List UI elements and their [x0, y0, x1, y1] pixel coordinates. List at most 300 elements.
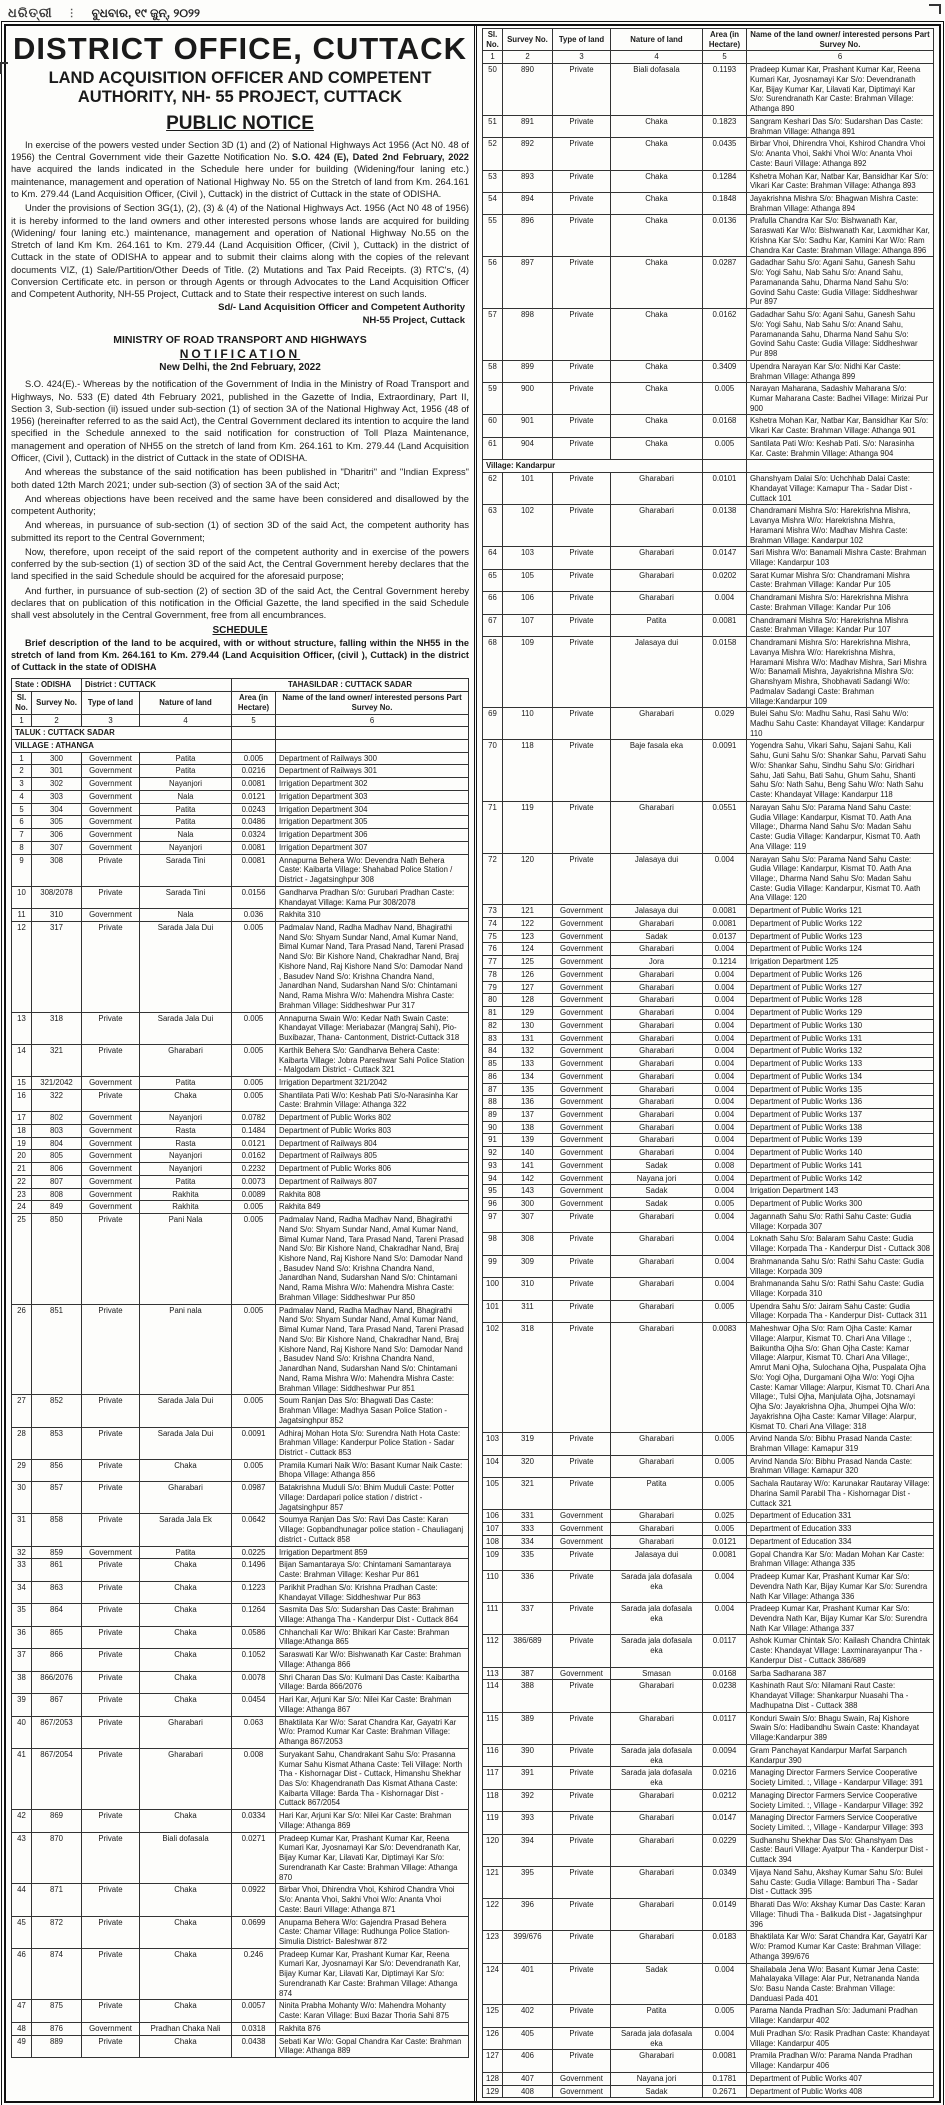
table-row — [482, 1070, 933, 1083]
cell-type-of-land: Private — [552, 1433, 610, 1455]
cell-area: 0.0121 — [702, 1535, 746, 1548]
cell-area: 0.005 — [702, 1455, 746, 1477]
cell-area: 0.0243 — [232, 803, 276, 816]
cell-area: 0.004 — [702, 1147, 746, 1160]
cell-survey-no: 106 — [502, 592, 552, 614]
cell-sl-no: 127 — [482, 2050, 502, 2072]
notification-paragraph-1: S.O. 424(E).- Whereas by the notification of the Government of India in the Ministry of Road Transport and Highways, No. 533 (E) dated 4th February 2021, published in the Gazette of India, Extraordinary, Part II, Section 3, Sub-section (ii) issued under sub-section (1) of section 3A of the National Highway Act, 1956 (48 of 1956) (hereinafter referred to as the said Act), the Central Government declared its intention to acquire the land specified in the Schedule annexed to the said notification for construction of Toll Plaza Maintenance, management and operation of NH55 on the stretch of land from Km. 264.161 to Km. 279.44 (Land Acquisition Officer, (Civil ), Cuttack) in the district of Cuttack in the state of ODISHA. — [11, 379, 469, 463]
cell-area: 0.005 — [232, 752, 276, 765]
cell-sl-no: 6 — [12, 816, 32, 829]
cell-type-of-land: Private — [552, 1323, 610, 1433]
header-nature-of-land: Nature of land — [610, 29, 702, 51]
cell-owner-name: Pradeep Kumar Kar, Prashant Kumar Kar, Reena Kumari Kar, Jyosnamayi Kar S/o: Devendranath Kar, Bijay Kumar Kar, Lilavati Kar, Diptimayi Kar S/o: Surendranath Kar Caste: Brahman Village: Athanga 870 — [276, 1832, 469, 1884]
cell-nature-of-land: Sadak — [610, 1159, 702, 1172]
cell-owner-name: Managing Director Farmers Service Cooperative Society Limited. :, Village - Kandarpur Village: 391 — [746, 1767, 933, 1789]
cell-sl-no: 119 — [482, 1812, 502, 1834]
cell-sl-no: 73 — [482, 905, 502, 918]
cell-sl-no: 53 — [482, 170, 502, 192]
table-row — [482, 1147, 933, 1160]
cell-sl-no: 34 — [12, 1581, 32, 1603]
cell-area: 0.0137 — [702, 930, 746, 943]
cell-nature-of-land: Gharabari — [610, 1121, 702, 1134]
cell-sl-no: 74 — [482, 917, 502, 930]
cell-area: 0.0121 — [232, 790, 276, 803]
cell-owner-name: Jayakrishna Mishra S/o: Bhagwan Mishra Caste: Brahman Village: Athanga 894 — [746, 193, 933, 215]
cell-nature-of-land: Nayana jori — [610, 1172, 702, 1185]
cell-sl-no: 14 — [12, 1044, 32, 1076]
cell-survey-no: 308 — [502, 1233, 552, 1255]
col-num-4: 4 — [610, 51, 702, 64]
cell-type-of-land: Private — [82, 1459, 140, 1481]
cell-nature-of-land: Gharabari — [610, 1210, 702, 1232]
table-row — [12, 854, 469, 886]
cell-nature-of-land: Chaka — [140, 1581, 232, 1603]
cell-type-of-land: Government — [82, 909, 140, 922]
cell-nature-of-land: Patita — [140, 1077, 232, 1090]
cell-type-of-land: Private — [552, 2005, 610, 2027]
cell-nature-of-land: Sarada jala dofasala eka — [610, 2027, 702, 2049]
cell-nature-of-land: Gharabari — [610, 1032, 702, 1045]
cell-nature-of-land: Sarada jala dofasala eka — [610, 1767, 702, 1789]
cell-area: 0.1284 — [702, 170, 746, 192]
cell-owner-name: Sasmita Das S/o: Sudarshan Das Caste: Brahman Village: Athanga Tha - Kanderpur Dist - Cuttack 864 — [276, 1604, 469, 1626]
cell-type-of-land: Private — [552, 801, 610, 853]
cell-owner-name: Yogendra Sahu, Vikari Sahu, Sajani Sahu, Kali Sahu, Guni Sahu S/o: Shankar Sahu, Parvati Sahu W/o: Shankar Sahu, Sindhu Sahu S/o: Giridhari Sahu, Jati Sahu, Bati Sahu, Ghum Sahu, Shanti Sahu S/o: Nath Sahu, Beng Sahu W/o: Nath Sahu Caste: Khandayat Village: Kandarpur 118 — [746, 740, 933, 801]
cell-nature-of-land: Chaka — [140, 2000, 232, 2022]
cell-nature-of-land: Gharabari — [140, 1716, 232, 1748]
cell-sl-no: 9 — [12, 854, 32, 886]
cell-sl-no: 47 — [12, 2000, 32, 2022]
cell-survey-no: 850 — [32, 1214, 82, 1305]
cell-type-of-land: Private — [82, 1716, 140, 1748]
cell-type-of-land: Government — [552, 1134, 610, 1147]
cell-sl-no: 28 — [12, 1427, 32, 1459]
table-row — [482, 1278, 933, 1300]
cell-type-of-land: Private — [552, 138, 610, 170]
cell-sl-no: 111 — [482, 1603, 502, 1635]
cell-type-of-land: Government — [552, 1058, 610, 1071]
cell-sl-no: 59 — [482, 383, 502, 415]
table-row — [482, 1134, 933, 1147]
cell-area: 0.0438 — [232, 2035, 276, 2057]
table-row — [482, 1159, 933, 1172]
cell-survey-no: 322 — [32, 1089, 82, 1111]
cell-survey-no: 898 — [502, 309, 552, 361]
table-row — [482, 1899, 933, 1931]
cell-survey-no: 303 — [32, 790, 82, 803]
notification-paragraph-6: And further, in pursuance of sub-section (2) of section 3D of the said Act, the Central Government hereby declares that on publication of this notification in the Official Gazette, the land specified in the said Schedule shall vest absolutely in the Central Government, free from all encumbrances. — [11, 585, 469, 621]
cell-nature-of-land: Gharabari — [610, 2050, 702, 2072]
cell-nature-of-land: Gharabari — [610, 1058, 702, 1071]
cell-sl-no: 75 — [482, 930, 502, 943]
cell-sl-no: 27 — [12, 1395, 32, 1427]
cell-survey-no: 865 — [32, 1626, 82, 1648]
cell-area: 0.0147 — [702, 547, 746, 569]
cell-nature-of-land: Sarada jala dofasala eka — [610, 1571, 702, 1603]
cell-type-of-land: Government — [552, 943, 610, 956]
cell-survey-no: 394 — [502, 1834, 552, 1866]
table-row — [482, 1767, 933, 1789]
cell-area: 0.004 — [702, 1083, 746, 1096]
cell-owner-name: Birbar Vhoi, Dhirendra Vhoi, Kshirod Chandra Vhoi S/o: Ananta Vhoi, Sakhi Vhoi W/o: Ananta Vhoi Caste: Bauri Village: Athanga 871 — [276, 1884, 469, 1916]
cell-sl-no: 99 — [482, 1255, 502, 1277]
cell-sl-no: 68 — [482, 637, 502, 708]
cell-area: 0.004 — [702, 1058, 746, 1071]
cell-sl-no: 109 — [482, 1548, 502, 1570]
cell-owner-name: Chandramani Mishra S/o: Harekrishna Mishra Caste: Brahman Village: Kandar Pur 107 — [746, 614, 933, 636]
cell-owner-name: Konduri Swain S/o: Bhagu Swain, Raj Kishore Swain S/o: Hadibandhu Swain Caste: Khandayat Village:Kandarpur 389 — [746, 1712, 933, 1744]
cell-survey-no: 121 — [502, 905, 552, 918]
table-header-row — [12, 692, 469, 714]
notification-paragraph-3: And whereas objections have been received and the same have been considered and disallowed by the competent Authority; — [11, 493, 469, 517]
cell-owner-name: Narayan Sahu S/o: Parama Nand Sahu Caste: Gudia Village: Kandarpur, Kismat T0. Aath Ana Village:, Dharma Nand Sahu S/o: Madan Sahu Caste: Gudia Village: Kandarpur, Kismat T0. Aath Ana Village: 119 — [746, 801, 933, 853]
cell-survey-no: 408 — [502, 2085, 552, 2098]
cell-nature-of-land: Baje fasala eka — [610, 740, 702, 801]
cell-owner-name: Gram Panchayat Kandarpur Marfat Sarpanch Kandarpur 390 — [746, 1744, 933, 1766]
cell-type-of-land: Private — [82, 1832, 140, 1884]
cell-survey-no: 857 — [32, 1482, 82, 1514]
header-type-of-land: Type of land — [552, 29, 610, 51]
cell-survey-no: 141 — [502, 1159, 552, 1172]
cell-type-of-land: Private — [552, 415, 610, 437]
cell-sl-no: 123 — [482, 1931, 502, 1963]
cell-survey-no: 864 — [32, 1604, 82, 1626]
cell-owner-name: Gopal Chandra Kar S/o: Madan Mohan Kar Caste: Brahman Village: Athanga 335 — [746, 1548, 933, 1570]
cell-nature-of-land: Gharabari — [610, 1070, 702, 1083]
header-nature-of-land: Nature of land — [140, 692, 232, 714]
cell-area: 0.0081 — [702, 2050, 746, 2072]
cell-owner-name: Shailabala Jena W/o: Basant Kumar Jena Caste: Mahalayaka Village: Alar Pur, Netrananda Nanda S/o: Basu Nanda Caste: Brahman Village: Danduasi Pada 401 — [746, 1963, 933, 2005]
cell-survey-no: 302 — [32, 778, 82, 791]
cell-nature-of-land: Patita — [140, 1546, 232, 1559]
cell-owner-name: Ashok Kumar Chintak S/o: Kailash Chandra Chintak Caste: Khandayat Village: Laxminarayanpur Tha - Kanderpur Dist - Cuttack 386/689 — [746, 1635, 933, 1667]
cell-survey-no: 856 — [32, 1459, 82, 1481]
cell-nature-of-land: Nayanjori — [140, 778, 232, 791]
table-row — [482, 505, 933, 547]
cell-survey-no: 321/2042 — [32, 1077, 82, 1090]
cell-sl-no: 26 — [12, 1304, 32, 1395]
cell-owner-name: Department of Public Works 802 — [276, 1112, 469, 1125]
cell-type-of-land: Government — [552, 1523, 610, 1536]
cell-survey-no: 134 — [502, 1070, 552, 1083]
cell-area: 0.0324 — [232, 829, 276, 842]
cell-owner-name: Sebati Kar W/o: Gopal Chandra Kar Caste: Brahman Village: Athanga 889 — [276, 2035, 469, 2057]
cell-survey-no: 125 — [502, 956, 552, 969]
cell-owner-name: Pradeep Kumar Kar, Prashant Kumar Kar S/o: Devendra Nath Kar, Bijay Kumar Kar S/o: Surendra Nath Kar Village: Athanga 337 — [746, 1603, 933, 1635]
cell-area: 0.0987 — [232, 1482, 276, 1514]
cell-owner-name: Irrigation Department 307 — [276, 841, 469, 854]
cell-survey-no: 389 — [502, 1712, 552, 1744]
village-group-row — [12, 739, 469, 752]
cell-owner-name: Muli Pradhan S/o: Rasik Pradhan Caste: Khandayat Village: Kandarpur 405 — [746, 2027, 933, 2049]
ministry-heading: MINISTRY OF ROAD TRANSPORT AND HIGHWAYS — [113, 334, 367, 347]
cell-owner-name: Rakhita 876 — [276, 2022, 469, 2035]
cell-owner-name: Department of Public Works 142 — [746, 1172, 933, 1185]
masthead-separator: ⋮ — [66, 7, 78, 19]
cell-nature-of-land: Gharabari — [140, 1482, 232, 1514]
table-row — [12, 765, 469, 778]
cell-owner-name: Pramila Kumari Naik W/o: Basant Kumar Naik Caste: Bhopa Village: Athanga 856 — [276, 1459, 469, 1481]
cell-owner-name: Rakhita 808 — [276, 1188, 469, 1201]
cell-type-of-land: Government — [82, 803, 140, 816]
cell-owner-name: Maheshwar Ojha S/o: Ram Ojha Caste: Kamar Village: Alarpur, Kismat T0. Chari Ana Village :, Baikuntha Ojha S/o: Ghan Ojha Caste: Kamar Village: Alarpur, Kismat T0. Chari Ana Village:, Amrut Mani Ojha, Sulochana Ojha, Puspalata Ojha S/o: Yogi Ojha, Durgamani Ojha W/o: Yogi Ojha Caste: Kamar Village: Alarpur, Kismat T0. Chari Ana Village:, Tulsi Ojha, Manjulata Ojha, Jotsnamayi Ojha S/o: Jayakrishna Ojha, Jhumpei Ojha W/o: Jayakrishna Ojha Caste: Kamar Village: Alarpur, Kismat T0. Chari Ana Village: 318 — [746, 1323, 933, 1433]
table-row — [482, 1834, 933, 1866]
table-row — [12, 1089, 469, 1111]
cell-sl-no: 32 — [12, 1546, 32, 1559]
cell-type-of-land: Government — [82, 1201, 140, 1214]
cell-survey-no: 807 — [32, 1175, 82, 1188]
cell-nature-of-land: Gharabari — [610, 1147, 702, 1160]
cell-sl-no: 24 — [12, 1201, 32, 1214]
cell-nature-of-land: Gharabari — [610, 917, 702, 930]
cell-survey-no: 307 — [32, 841, 82, 854]
cell-area: 0.0101 — [702, 473, 746, 505]
cell-sl-no: 46 — [12, 1948, 32, 2000]
cell-owner-name: Department of Public Works 135 — [746, 1083, 933, 1096]
cell-area: 0.004 — [702, 1108, 746, 1121]
cell-owner-name: Kashinath Raut S/o: Nilamani Raut Caste: Khandayat Village: Shankarpur Nuasahi Tha - Madhupatna Dist - Cuttack 388 — [746, 1680, 933, 1712]
cell-owner-name: Bulei Sahu S/o: Madhu Sahu, Rasi Sahu W/o: Madhu Sahu Caste: Khandayat Village: Kandarpur 110 — [746, 708, 933, 740]
cell-type-of-land: Private — [82, 1694, 140, 1716]
cell-sl-no: 7 — [12, 829, 32, 842]
cell-survey-no: 334 — [502, 1535, 552, 1548]
cell-owner-name: Kshetra Mohan Kar, Natbar Kar, Bansidhar Kar S/o: Vikari Kar Caste: Brahman Village: Athanga 901 — [746, 415, 933, 437]
table-row — [12, 886, 469, 908]
cell-nature-of-land: Nayana jori — [610, 2072, 702, 2085]
cell-sl-no: 51 — [482, 115, 502, 137]
cell-sl-no: 3 — [12, 778, 32, 791]
cell-survey-no: 336 — [502, 1571, 552, 1603]
notification-paragraph-2: And whereas the substance of the said notification has been published in "Dharitri" and "Indian Express" both dated 12th March 2021; under sub-section (3) of section 3A of the said Act; — [11, 467, 469, 490]
cell-type-of-land: Private — [82, 886, 140, 908]
cell-sl-no: 15 — [12, 1077, 32, 1090]
cell-nature-of-land: Sarada Jala Dui — [140, 1012, 232, 1044]
table-row — [482, 1712, 933, 1744]
cell-sl-no: 45 — [12, 1916, 32, 1948]
cell-survey-no: 304 — [32, 803, 82, 816]
cell-nature-of-land: Rakhita — [140, 1201, 232, 1214]
cell-area: 0.005 — [232, 1459, 276, 1481]
cell-nature-of-land: Nala — [140, 829, 232, 842]
table-row — [482, 1963, 933, 2005]
cell-nature-of-land: Gharabari — [610, 1134, 702, 1147]
cell-nature-of-land: Gharabari — [610, 1455, 702, 1477]
cell-survey-no: 333 — [502, 1523, 552, 1536]
cell-type-of-land: Private — [552, 193, 610, 215]
cell-type-of-land: Private — [82, 1916, 140, 1948]
cell-sl-no: 77 — [482, 956, 502, 969]
col-num-4: 4 — [140, 714, 232, 727]
cell-sl-no: 129 — [482, 2085, 502, 2098]
cell-nature-of-land: Sarada Jala Dui — [140, 1427, 232, 1459]
newspaper-logo: ଧରିତ୍ରୀ — [8, 5, 53, 20]
cell-area: 0.0586 — [232, 1626, 276, 1648]
cell-survey-no: 109 — [502, 637, 552, 708]
cell-sl-no: 44 — [12, 1884, 32, 1916]
cell-sl-no: 89 — [482, 1108, 502, 1121]
cell-nature-of-land: Gharabari — [610, 1096, 702, 1109]
cell-owner-name: Padmalav Nand, Radha Madhav Nand, Bhagirathi Nand S/o: Shyam Sundar Nand, Amal Kumar Nand, Bimal Kumar Nand, Tara Prasad Nand, Tareni Prasad Nand S/o: Bir Kishore Nand, Chakradhar Nand, Braj Kishore Nand, Raj Kishore Nand S/o: Damodar Nand , Basudev Nand S/o: Krishna Chandra Nand, Janardhan Nand, Sudarshan Nand S/o: Chintamani Nand, Rama Mishra W/o: Mahendra Mishra Caste: Brahman Village: Siddheshwar Pur 850 — [276, 1214, 469, 1305]
cell-type-of-land: Private — [82, 1214, 140, 1305]
cell-type-of-land: Private — [82, 854, 140, 886]
cell-sl-no: 29 — [12, 1459, 32, 1481]
cell-type-of-land: Private — [552, 1767, 610, 1789]
cell-nature-of-land: Nayanjori — [140, 1163, 232, 1176]
cell-area: 0.004 — [702, 1210, 746, 1232]
table-row — [482, 115, 933, 137]
cell-nature-of-land: Gharabari — [610, 801, 702, 853]
cell-owner-name: Department of Public Works 139 — [746, 1134, 933, 1147]
cell-nature-of-land: Pradhan Chaka Nali — [140, 2022, 232, 2035]
cell-nature-of-land: Sarada Tini — [140, 854, 232, 886]
cell-survey-no: 127 — [502, 981, 552, 994]
cell-type-of-land: Private — [552, 1300, 610, 1322]
cell-survey-no: 858 — [32, 1514, 82, 1546]
cell-nature-of-land: Sarada jala dofasala eka — [610, 1635, 702, 1667]
table-row — [12, 1044, 469, 1076]
schedule-heading: SCHEDULE — [212, 625, 268, 637]
cell-type-of-land: Private — [552, 1712, 610, 1744]
cell-owner-name: Chandramani Mishra S/o: Harekrishna Mishra, Lavanya Mishra W/o: Harekrishna Mishra, Haramani Mishra W/o: Madhav Mishra, Sari Mishra W/o: Banamali Mishra, Jayakrishna Mishra S/o: Ghanshyam Mishra, Shobhavati Sadangi W/o: Padmalav Sadangi Caste: Brahman Village:Kandarpur 109 — [746, 637, 933, 708]
cell-survey-no: 853 — [32, 1427, 82, 1459]
table-row — [12, 1112, 469, 1125]
cell-nature-of-land: Sarada Jala Dui — [140, 1395, 232, 1427]
cell-survey-no: 875 — [32, 2000, 82, 2022]
right-column — [474, 26, 939, 2101]
column-number-row — [482, 51, 933, 64]
cell-owner-name: Department of Public Works 126 — [746, 968, 933, 981]
crop-edge-mark — [0, 62, 8, 74]
cell-owner-name: Parikhit Pradhan S/o: Krishna Pradhan Caste: Khandayat Village: Siddheshwar Pur 863 — [276, 1581, 469, 1603]
cell-type-of-land: Government — [82, 778, 140, 791]
cell-survey-no: 308 — [32, 854, 82, 886]
cell-nature-of-land: Gharabari — [610, 1007, 702, 1020]
cell-survey-no: 808 — [32, 1188, 82, 1201]
cell-type-of-land: Government — [552, 1147, 610, 1160]
cell-area: 0.0486 — [232, 816, 276, 829]
cell-area: 0.063 — [232, 1716, 276, 1748]
cell-nature-of-land: Gharabari — [610, 1712, 702, 1744]
table-row — [12, 1694, 469, 1716]
cell-survey-no: 392 — [502, 1789, 552, 1811]
table-row — [482, 1121, 933, 1134]
cell-type-of-land: Private — [552, 115, 610, 137]
cell-survey-no: 899 — [502, 360, 552, 382]
cell-survey-no: 310 — [32, 909, 82, 922]
table-row — [482, 917, 933, 930]
cell-survey-no: 300 — [32, 752, 82, 765]
cell-area: 0.004 — [702, 1278, 746, 1300]
header-owner-name: Name of the land owner/ interested persons Part Survey No. — [276, 692, 469, 714]
table-row — [482, 1535, 933, 1548]
cell-type-of-land: Government — [82, 1137, 140, 1150]
cell-type-of-land: Government — [552, 2085, 610, 2098]
cell-owner-name: Sudhanshu Shekhar Das S/o: Ghanshyam Das Caste: Bauri Village: Ayatpur Tha - Kanderpur Dist - Cuttack 394 — [746, 1834, 933, 1866]
cell-area: 0.004 — [702, 1096, 746, 1109]
cell-area: 0.0081 — [232, 854, 276, 886]
cell-owner-name: Department of Public Works 300 — [746, 1198, 933, 1211]
cell-type-of-land: Private — [552, 1210, 610, 1232]
cell-type-of-land: Private — [82, 1748, 140, 1809]
cell-owner-name: Department of Public Works 127 — [746, 981, 933, 994]
cell-area: 0.0271 — [232, 1832, 276, 1884]
cell-sl-no: 112 — [482, 1635, 502, 1667]
cell-area: 0.0081 — [702, 905, 746, 918]
cell-area: 0.0229 — [702, 1834, 746, 1866]
table-row — [482, 1058, 933, 1071]
cell-nature-of-land: Nayanjori — [140, 1112, 232, 1125]
cell-sl-no: 2 — [12, 765, 32, 778]
cell-area: 0.0094 — [702, 1744, 746, 1766]
cell-owner-name: Irrigation Department 303 — [276, 790, 469, 803]
cell-area: 0.0091 — [702, 740, 746, 801]
cell-area: 0.0216 — [232, 765, 276, 778]
cell-type-of-land: Private — [552, 1789, 610, 1811]
table-row — [12, 841, 469, 854]
cell-area: 0.005 — [232, 1044, 276, 1076]
cell-type-of-land: Private — [82, 1948, 140, 2000]
cell-owner-name: Irrigation Department 143 — [746, 1185, 933, 1198]
cell-owner-name: Department of Public Works 128 — [746, 994, 933, 1007]
cell-survey-no: 401 — [502, 1963, 552, 2005]
cell-nature-of-land: Patita — [610, 614, 702, 636]
table-row — [12, 778, 469, 791]
cell-sl-no: 19 — [12, 1137, 32, 1150]
table-row — [482, 1185, 933, 1198]
cell-sl-no: 11 — [12, 909, 32, 922]
cell-owner-name: Parama Nanda Pradhan S/o: Jadumani Pradhan Village: Kandarpur 402 — [746, 2005, 933, 2027]
cell-type-of-land: Private — [82, 2035, 140, 2057]
cell-sl-no: 101 — [482, 1300, 502, 1322]
cell-area: 0.0156 — [232, 886, 276, 908]
cell-owner-name: Soum Ranjan Das S/o: Bhagwati Das Caste: Brahman Village: Madhya Sasan Police Station - Jagatsinghpur 852 — [276, 1395, 469, 1427]
cell-nature-of-land: Chaka — [610, 437, 702, 459]
cell-area: 0.2671 — [702, 2085, 746, 2098]
cell-sl-no: 79 — [482, 981, 502, 994]
cell-type-of-land: Government — [552, 1108, 610, 1121]
table-row — [482, 930, 933, 943]
cell-owner-name: Brahmananda Sahu S/o: Rathi Sahu Caste: Gudia Village: Korpada 309 — [746, 1255, 933, 1277]
cell-type-of-land: Private — [552, 215, 610, 257]
cell-survey-no: 386/689 — [502, 1635, 552, 1667]
cell-area: 0.0202 — [702, 569, 746, 591]
cell-area: 0.004 — [702, 968, 746, 981]
cell-area: 0.0238 — [702, 1680, 746, 1712]
cell-area: 0.0162 — [232, 1150, 276, 1163]
cell-type-of-land: Government — [552, 1019, 610, 1032]
table-row — [482, 1210, 933, 1232]
cell-owner-name: Bharati Das W/o: Akshay Kumar Das Caste: Karan Village: Tihudi Tha - Balikuda Dist - Jagatsinghpur 396 — [746, 1899, 933, 1931]
cell-nature-of-land: Chaka — [140, 1810, 232, 1832]
cell-area: 0.0212 — [702, 1789, 746, 1811]
cell-type-of-land: Government — [82, 1163, 140, 1176]
cell-type-of-land: Private — [82, 1304, 140, 1395]
cell-survey-no: 890 — [502, 64, 552, 116]
cell-area: 0.0121 — [232, 1137, 276, 1150]
cell-owner-name: Department of Public Works 141 — [746, 1159, 933, 1172]
notice-p1-gazette-ref: S.O. 424 (E), Dated 2nd February, 2022 — [291, 152, 469, 163]
cell-survey-no: 307 — [502, 1210, 552, 1232]
cell-sl-no: 92 — [482, 1147, 502, 1160]
cell-owner-name: Chhanchali Kar W/o: Bhikari Kar Caste: Brahman Village:Athanga 865 — [276, 1626, 469, 1648]
cell-nature-of-land: Chaka — [140, 1916, 232, 1948]
cell-type-of-land: Government — [552, 1185, 610, 1198]
cell-nature-of-land: Patita — [140, 1175, 232, 1188]
cell-sl-no: 87 — [482, 1083, 502, 1096]
cell-survey-no: 335 — [502, 1548, 552, 1570]
cell-nature-of-land: Chaka — [610, 383, 702, 415]
cell-nature-of-land: Chaka — [610, 257, 702, 309]
